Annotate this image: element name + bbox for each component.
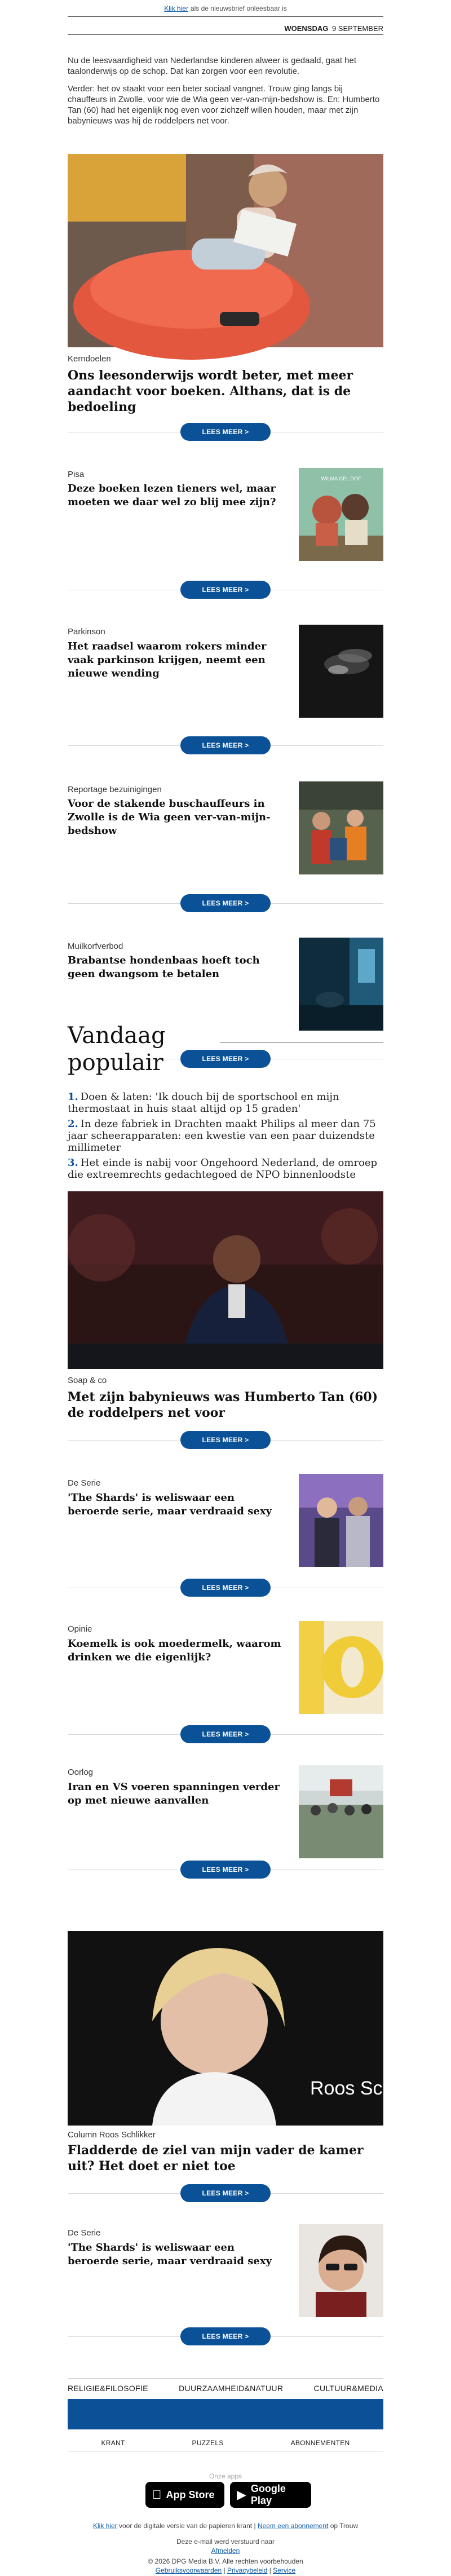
thumb-bus-drivers[interactable] xyxy=(299,781,383,874)
nav-cultuur-media[interactable]: CULTUUR&MEDIA xyxy=(313,2383,383,2393)
nav-krant[interactable]: KRANT xyxy=(101,2438,125,2447)
article-title[interactable]: Brabantse hondenbaas hoeft toch geen dwangsom te betalen xyxy=(68,955,260,980)
nav-religie-filosofie[interactable]: RELIGIE&FILOSOFIE xyxy=(68,2383,148,2393)
article-kicker: Reportage bezuinigingen xyxy=(68,785,162,794)
service-link[interactable]: Service xyxy=(273,2566,296,2574)
read-more-button[interactable]: LEES MEER > xyxy=(180,1725,271,1743)
read-more-button[interactable]: LEES MEER > xyxy=(180,894,271,912)
article-kicker: Oorlog xyxy=(68,1768,94,1777)
popular-text: In deze fabriek in Drachten maakt Philips al meer dan 75 jaar scheerapparaten: een kwestie van een paar duizendste millimeter xyxy=(68,1118,376,1154)
copyright: © 2026 DPG Media B.V. Alle rechten voorbehouden xyxy=(148,2557,303,2565)
popular-item[interactable] xyxy=(68,1157,395,1181)
article-kicker: Parkinson xyxy=(68,627,105,637)
apple-icon xyxy=(152,2487,162,2502)
hero-image-humberto-tan[interactable] xyxy=(68,1191,383,1369)
thumb-the-shards-portrait[interactable] xyxy=(299,2224,383,2317)
article-kicker: Opinie xyxy=(68,1624,92,1634)
read-more-button[interactable]: LEES MEER > xyxy=(180,1431,271,1449)
article-title[interactable]: Fladderde de ziel van mijn vader de kamer uit? Het doet er niet toe xyxy=(68,2143,364,2173)
article-title[interactable]: Deze boeken lezen tieners wel, maar moeten we daar wel zo blij mee zijn? xyxy=(68,483,276,508)
article-title[interactable]: 'The Shards' is weliswaar een beroerde serie, maar verdraaid sexy xyxy=(68,1492,272,1517)
article-kicker: De Serie xyxy=(68,2228,101,2238)
thumb-book-cover[interactable] xyxy=(299,468,383,561)
article-title[interactable]: 'The Shards' is weliswaar een beroerde serie, maar verdraaid sexy xyxy=(68,2242,272,2267)
popular-number: 3. xyxy=(68,1157,78,1169)
read-more-button[interactable]: LEES MEER > xyxy=(180,423,271,441)
category-nav xyxy=(68,2378,383,2397)
popular-text: Het einde is nabij voor Ongehoord Nederland, de omroep die extreemrechts gedachtegoed de NPO binnenloodste xyxy=(68,1157,378,1181)
article-title[interactable]: Koemelk is ook moedermelk, waarom drinken we die eigenlijk? xyxy=(68,1638,281,1663)
privacy-link[interactable]: Privacybeleid xyxy=(227,2566,268,2574)
overlay-name: Roos Schlikker xyxy=(310,2078,438,2099)
thumb-dog-night[interactable] xyxy=(299,938,383,1031)
sent-to-text: Deze e-mail werd verstuurd naar xyxy=(176,2538,275,2546)
read-more-button[interactable]: LEES MEER > xyxy=(180,581,271,599)
thumb-smoke[interactable] xyxy=(299,625,383,718)
google-play-label: Google Play xyxy=(250,2483,286,2506)
article-kicker: Pisa xyxy=(68,470,85,479)
popular-number: 1. xyxy=(68,1091,78,1103)
intro-paragraph-2: Verder: het ov staakt voor een beter sociaal vangnet. Trouw ging langs bij chauffeurs in Zwolle, voor wie de Wia geen ver-van-mijn-bedshow is. En: Humberto Tan (60) had het eigenlijk nog even voor zichzelf willen houden, maar met zijn babynieuws was hij de roddelpers net voor. xyxy=(68,84,380,126)
intro-text xyxy=(68,55,383,133)
digital-edition-link[interactable]: Klik hier xyxy=(92,2522,117,2530)
view-online-text: als de nieuwsbrief onleesbaar is xyxy=(190,4,287,12)
thumb-cover-text: WILMA GEL DOF xyxy=(321,476,361,481)
app-store-label: App Store xyxy=(157,2489,206,2500)
article-kicker: De Serie xyxy=(68,1478,101,1488)
article-kicker: Column Roos Schlikker xyxy=(68,2130,156,2140)
play-icon: ▶ xyxy=(237,2487,246,2502)
popular-list xyxy=(68,1091,395,1184)
article-kicker: Soap & co xyxy=(68,1376,107,1385)
subscribe-link[interactable]: Neem een abonnement xyxy=(257,2522,329,2530)
read-more-button[interactable]: LEES MEER > xyxy=(180,2327,271,2345)
article-title[interactable]: Voor de stakende buschauffeurs in Zwolle is de Wia geen ver-van-mijn-bedshow xyxy=(68,798,271,837)
article-title[interactable]: Iran en VS voeren spanningen verder op met nieuwe aanvallen xyxy=(68,1781,280,1806)
date-day: WOENSDAG xyxy=(284,24,329,33)
article-title[interactable]: Ons leesonderwijs wordt beter, met meer aandacht voor boeken. Althans, dat is de bedoeling xyxy=(68,368,353,414)
popular-item[interactable] xyxy=(68,1118,395,1154)
thumb-iran-crowd[interactable] xyxy=(299,1765,383,1858)
readability-bar xyxy=(68,0,383,17)
read-more-button[interactable]: LEES MEER > xyxy=(180,1579,271,1597)
app-store-button[interactable] xyxy=(145,2482,224,2508)
article-kicker: Kerndoelen xyxy=(68,354,111,364)
view-online-link[interactable]: Klik hier xyxy=(164,4,188,12)
thumb-the-shards[interactable] xyxy=(299,1474,383,1567)
sub-nav xyxy=(68,2434,383,2451)
nav-puzzels[interactable]: PUZZELS xyxy=(192,2438,224,2447)
popular-number: 2. xyxy=(68,1118,78,1130)
google-play-button[interactable] xyxy=(230,2482,311,2508)
apps-label: Onze apps xyxy=(209,2472,242,2480)
footer-digital-line xyxy=(68,2521,383,2530)
hero-image-roos-schlikker[interactable] xyxy=(68,1931,438,2126)
intro-paragraph-1: Nu de leesvaardigheid van Nederlandse kinderen alweer is gedaald, gaat het taalonderwijs op de schop. Dat kan zorgen voor een revolutie. xyxy=(68,56,357,76)
thumb-milk-illustration[interactable] xyxy=(299,1621,383,1714)
date-date: 9 SEPTEMBER xyxy=(331,24,383,33)
brand-bar xyxy=(68,2399,383,2429)
read-more-button[interactable]: LEES MEER > xyxy=(180,1861,271,1879)
digital-edition-text: voor de digitale versie van de papieren krant | xyxy=(118,2522,256,2530)
popular-text: Doen & laten: 'Ik douch bij de sportschool en mijn thermostaat in huis staat altijd op 15 graden' xyxy=(68,1091,339,1115)
unsubscribe-link[interactable]: Afmelden xyxy=(211,2547,240,2555)
read-more-button[interactable]: LEES MEER > xyxy=(180,1050,271,1068)
read-more-button[interactable]: LEES MEER > xyxy=(180,2184,271,2202)
article-kicker: Muilkorfverbod xyxy=(68,942,123,951)
hero-image-reading-child[interactable] xyxy=(68,154,383,347)
nav-duurzaamheid-natuur[interactable]: DUURZAAMHEID&NATUUR xyxy=(179,2383,284,2393)
section-title-populair: Vandaag populair xyxy=(68,1023,166,1076)
footer-legal: © 2026 DPG Media B.V. Alle rechten voorbehouden Gebruiksvoorwaarden | Privacybeleid | Service xyxy=(68,2557,383,2575)
terms-link[interactable]: Gebruiksvoorwaarden xyxy=(155,2566,222,2574)
article-title[interactable]: Met zijn babynieuws was Humberto Tan (60) de roddelpers net voor xyxy=(68,1390,378,1420)
read-more-button[interactable]: LEES MEER > xyxy=(180,736,271,754)
subscribe-text: op Trouw xyxy=(330,2522,359,2530)
popular-item[interactable] xyxy=(68,1091,395,1115)
nav-abonnementen[interactable]: ABONNEMENTEN xyxy=(290,2438,350,2447)
dateline xyxy=(68,23,383,35)
footer-sent-line xyxy=(68,2537,383,2555)
article-title[interactable]: Het raadsel waarom rokers minder vaak parkinson krijgen, neemt een nieuwe wending xyxy=(68,640,267,679)
